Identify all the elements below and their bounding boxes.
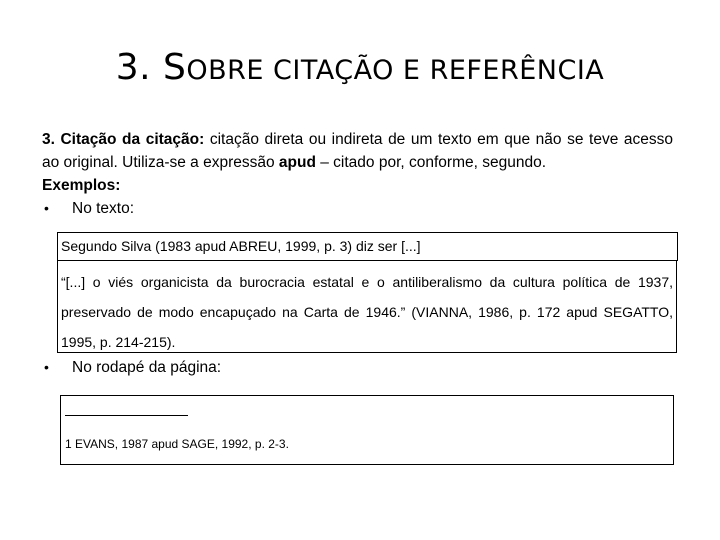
slide-title [0, 44, 720, 95]
definition-text: citação direta ou indireta de um texto em que não se teve acesso ao original. Utiliza-se a expressão [42, 131, 673, 171]
definition-heading: 3. Citação da citação: [42, 131, 205, 148]
bullet-in-text-label: No texto: [72, 200, 135, 217]
title-rest: OBRE CITAÇÃO E REFERÊNCIA [186, 55, 605, 86]
footnote-separator [65, 415, 188, 416]
examples-label-text: Exemplos: [42, 177, 121, 194]
example-quote-box [57, 260, 677, 353]
example-quote: “[...] o viés organicista da burocracia estatal e o antiliberalismo da cultura política de 1937, preservado de modo encapuçado na Carta de 1946.” (VIANNA, 1986, p. 172 apud SEGATTO, 1995, p. 214-215). [61, 274, 673, 350]
bullet-footnote [42, 359, 221, 377]
definition-text-end: – citado por, conforme, segundo. [315, 154, 547, 171]
example-footnote: 1 EVANS, 1987 apud SAGE, 1992, p. 2-3. [65, 437, 289, 451]
definition-paragraph [42, 128, 673, 174]
bullet-icon: • [44, 200, 49, 216]
example-footnote-box [60, 395, 674, 465]
bullet-in-text [42, 197, 673, 220]
example-in-text: Segundo Silva (1983 apud ABREU, 1999, p. 3) diz ser [...] [61, 238, 421, 254]
example-in-text-box [57, 232, 678, 261]
examples-label [42, 174, 673, 197]
apud-term: apud [278, 154, 316, 171]
title-number: 3. S [115, 47, 187, 88]
bullet-icon: • [44, 359, 49, 375]
slide-body [42, 128, 673, 220]
bullet-footnote-label: No rodapé da página: [72, 359, 222, 376]
